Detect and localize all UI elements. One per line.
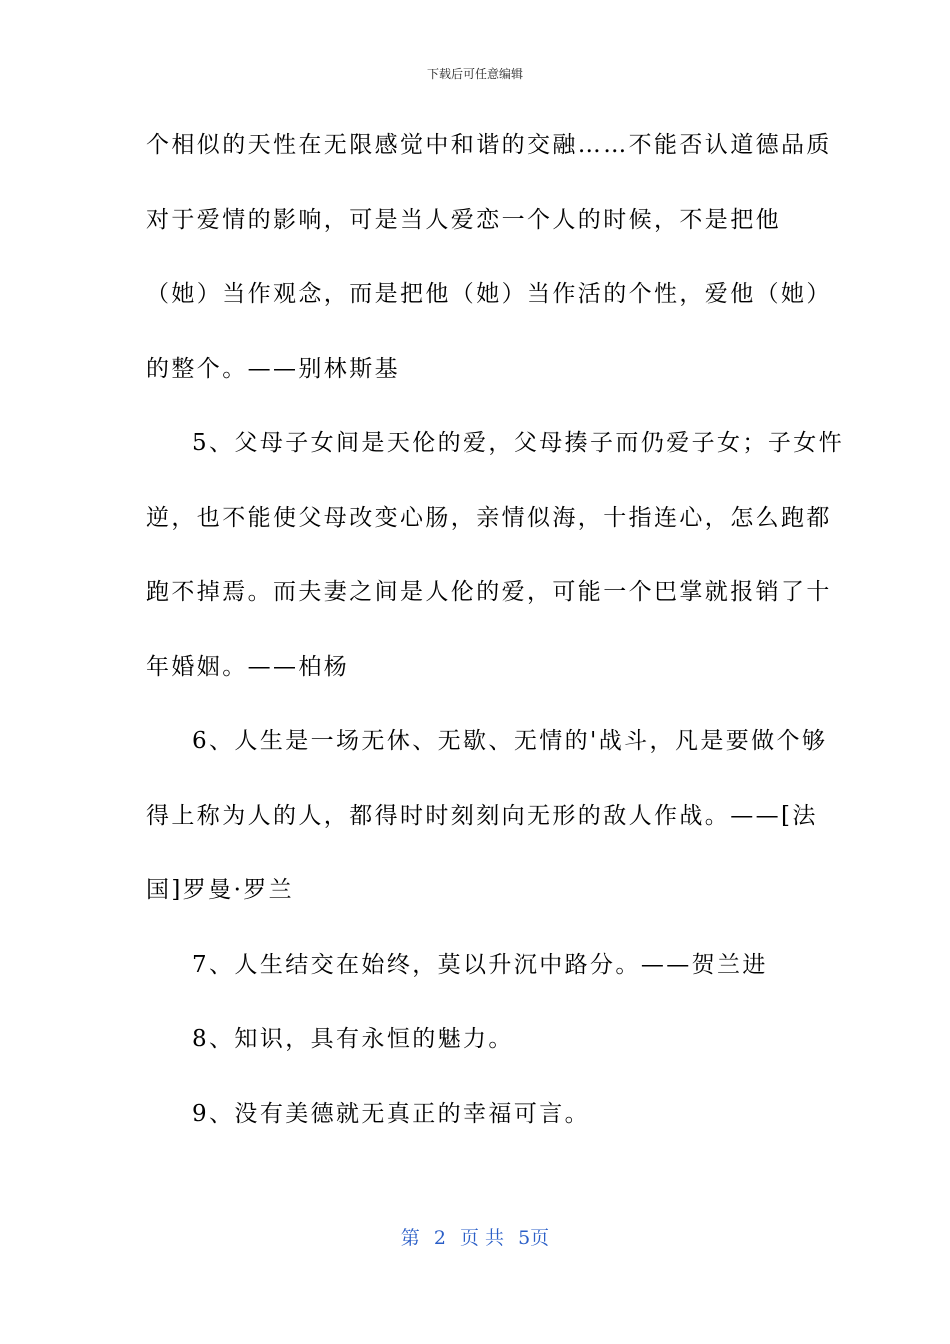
footer-page-number: 2 bbox=[433, 1227, 446, 1249]
footer-total: 5页 bbox=[518, 1227, 550, 1249]
body-line: 9、没有美德就无真正的幸福可言。 bbox=[192, 1100, 591, 1127]
body-line: 5、父母子女间是天伦的爱，父母揍子而仍爱子女；子女忤 bbox=[192, 430, 845, 456]
body-line: 7、人生结交在始终，莫以升沉中路分。——贺兰进 bbox=[192, 951, 768, 978]
body-line: 对于爱情的影响，可是当人爱恋一个人的时候，不是把他 bbox=[146, 206, 781, 233]
body-line: 的整个。——别林斯基 bbox=[146, 355, 400, 382]
footer-middle: 页 共 bbox=[460, 1227, 505, 1249]
body-line: 逆，也不能使父母改变心肠，亲情似海，十指连心，怎么跑都 bbox=[146, 504, 832, 531]
body-line: 个相似的天性在无限感觉中和谐的交融……不能否认道德品质 bbox=[146, 132, 832, 158]
body-line: 6、人生是一场无休、无歇、无情的'战斗，凡是要做个够 bbox=[192, 728, 828, 754]
body-line: 得上称为人的人，都得时时刻刻向无形的敌人作战。——[法 bbox=[146, 802, 818, 829]
body-line: 年婚姻。——柏杨 bbox=[146, 653, 350, 680]
document-body bbox=[146, 123, 845, 1166]
page-header: 下载后可任意编辑 bbox=[426, 67, 523, 81]
body-line: 国]罗曼·罗兰 bbox=[146, 877, 295, 903]
page-footer bbox=[0, 1226, 950, 1250]
footer-prefix: 第 bbox=[400, 1227, 420, 1249]
body-line: 跑不掉焉。而夫妻之间是人伦的爱，可能一个巴掌就报销了十 bbox=[146, 579, 832, 605]
body-line: 8、知识，具有永恒的魅力。 bbox=[192, 1026, 514, 1052]
body-line: （她）当作观念，而是把他（她）当作活的个性，爱他（她） bbox=[146, 281, 832, 307]
